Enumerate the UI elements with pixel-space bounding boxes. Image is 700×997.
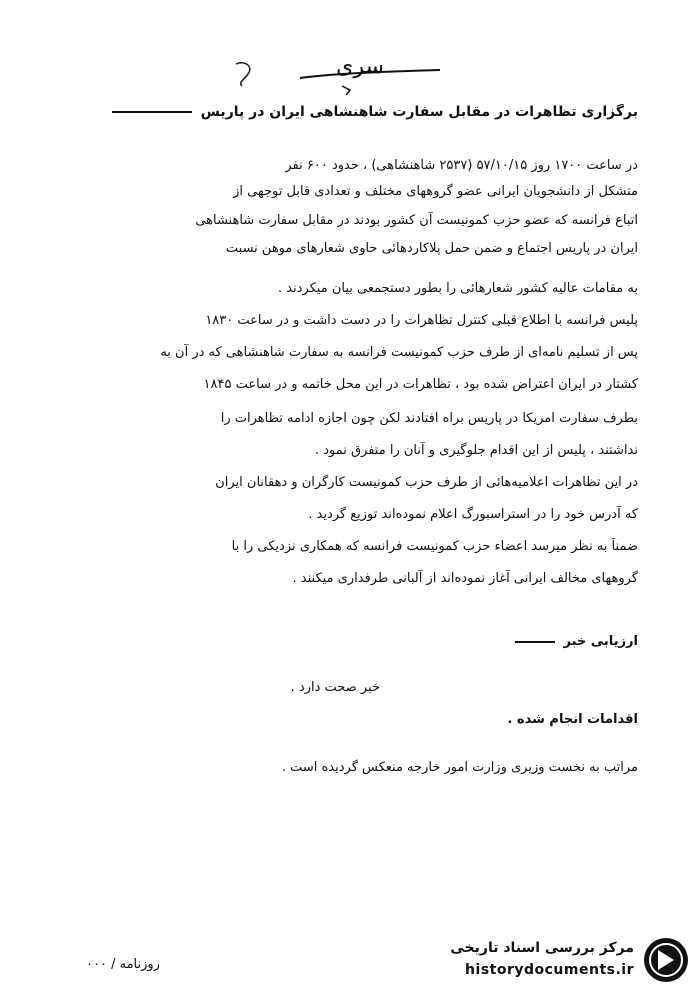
actions-text: مراتب به نخست وزیری وزارت امور خارجه منعکس گردیده است . <box>281 760 638 775</box>
watermark-logo-icon <box>644 938 688 982</box>
paragraph-line: کشتار در ایران اعتراض شده بود ، تظاهرات در این محل خاتمه و در ساعت ۱۸۴۵ <box>203 377 638 392</box>
title-text: برگزاری تظاهرات در مقابل سفارت شاهنشاهی ایران در پاریس <box>200 104 638 120</box>
paragraph-line: ضمناً به نظر میرسد اعضاء حزب کمونیست فرانسه که همکاری نزدیکی را با <box>231 539 638 554</box>
footer-reference: روزنامه / ۰۰۰ <box>86 957 160 972</box>
classification-text: سری <box>336 54 384 79</box>
classification-mark <box>290 48 450 98</box>
handwritten-mark-icon <box>232 58 258 88</box>
paragraph-line: اتباع فرانسه که عضو حزب کمونیست آن کشور بودند در مقابل سفارت شاهنشاهی <box>195 213 638 228</box>
paragraph-line: در این تظاهرات اعلامیه‌هائی از طرف حزب کمونیست کارگران و دهقانان ایران <box>215 475 638 490</box>
watermark <box>408 938 688 988</box>
title-dash <box>112 111 192 113</box>
paragraph-line: بطرف سفارت امریکا در پاریس براه افتادند لکن چون اجازه ادامه تظاهرات را <box>220 411 638 426</box>
paragraph-line: پس از تسلیم نامه‌ای از طرف حزب کمونیست فرانسه به سفارت شاهنشاهی که در آن به <box>160 345 638 360</box>
paragraph-line: که آدرس خود را در استراسبورگ اعلام نموده‌اند توزیع گردید . <box>308 507 638 522</box>
watermark-name: مرکز بررسی اسناد تاریخی <box>450 940 634 956</box>
watermark-url: historydocuments.ir <box>465 962 634 978</box>
paragraph-line: نداشتند ، پلیس از این اقدام جلوگیری و آنان را متفرق نمود . <box>314 443 638 458</box>
evaluation-heading-text: ارزیابی خبر <box>563 634 638 649</box>
evaluation-text: خبر صحت دارد . <box>290 680 380 695</box>
logo-arrow-icon <box>644 938 688 982</box>
paragraph-line: پلیس فرانسه با اطلاع قبلی کنترل تظاهرات را در دست داشت و در ساعت ۱۸۳۰ <box>205 313 638 328</box>
paragraph-line: متشکل از دانشجویان ایرانی عضو گروههای مختلف و تعدادی قابل توجهی از <box>233 184 638 199</box>
evaluation-underline <box>515 641 555 643</box>
paragraph-line: در ساعت ۱۷۰۰ روز ۵۷/۱۰/۱۵ (۲۵۳۷ شاهنشاهی) ، حدود ۶۰۰ نفر <box>285 158 638 173</box>
paragraph-line: ایران در پاریس اجتماع و ضمن حمل پلاکاردهائی حاوی شعارهای موهن نسبت <box>225 241 638 256</box>
evaluation-heading <box>511 634 638 649</box>
paragraph-line: به مقامات عالیه کشور شعارهائی را بطور دستجمعی بیان میکردند . <box>277 281 638 296</box>
paragraph-line: گروههای مخالف ایرانی آغاز نموده‌اند از آلبانی طرفداری میکنند . <box>292 571 638 586</box>
actions-heading: اقدامات انجام شده . <box>507 712 638 727</box>
document-title <box>48 104 638 120</box>
